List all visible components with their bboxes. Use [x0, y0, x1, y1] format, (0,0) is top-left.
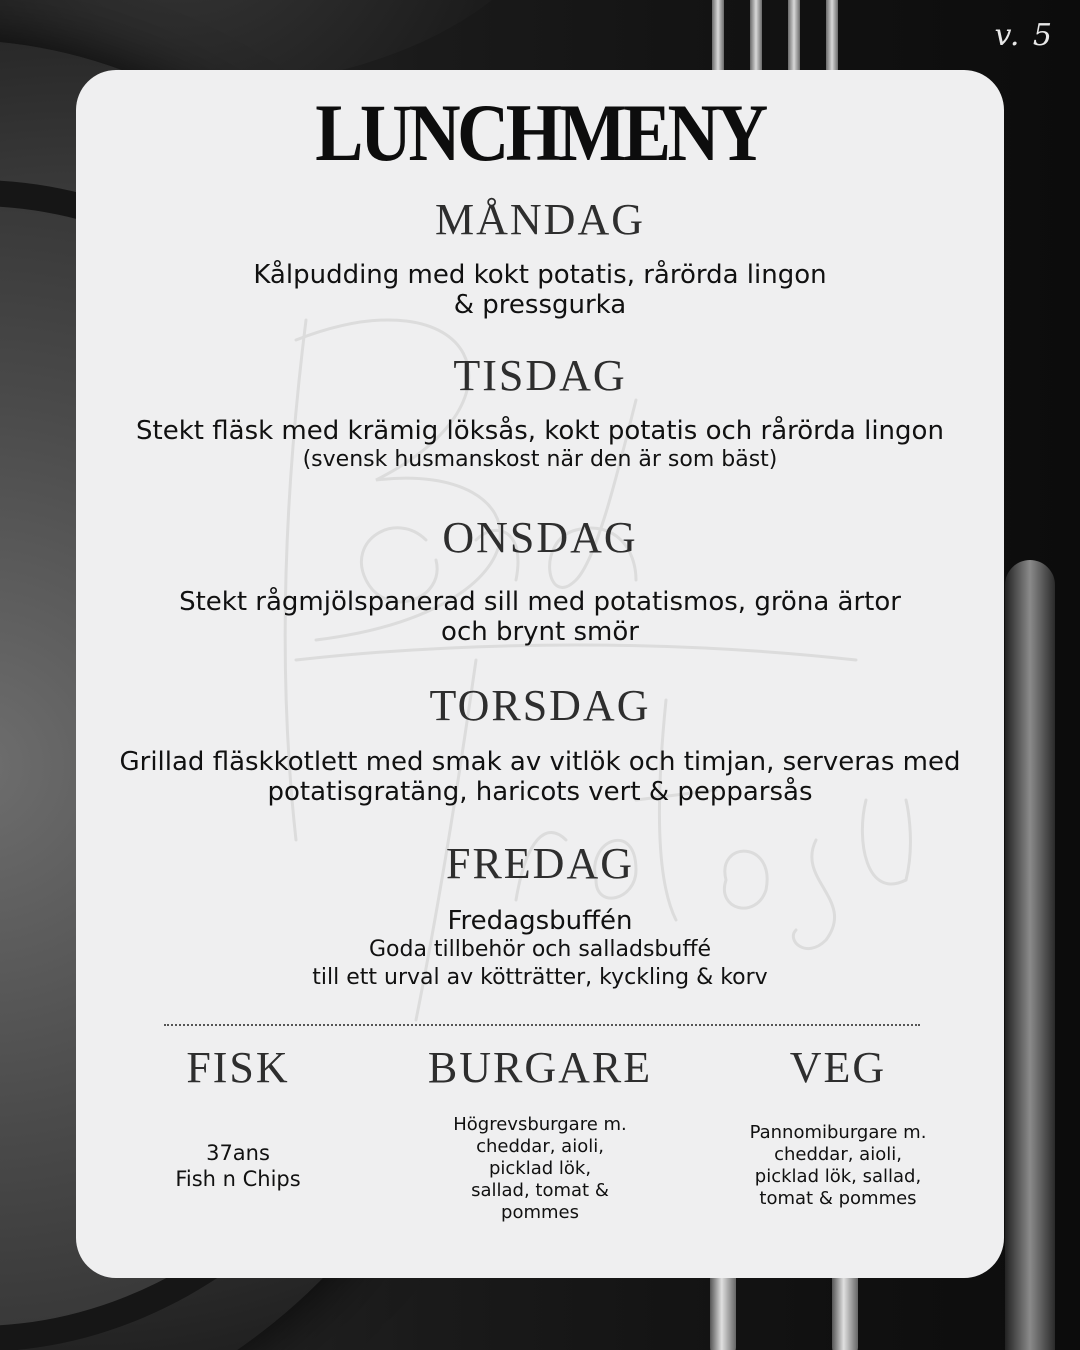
extra-line: Pannomiburgare m. — [749, 1122, 927, 1143]
page-title: LUNCHMENY — [315, 87, 765, 178]
extra-veg — [688, 1038, 988, 1210]
extra-line: 37ans — [206, 1141, 270, 1165]
day-heading-tisdag: TISDAG — [453, 351, 627, 400]
extra-burgare — [390, 1038, 690, 1224]
dish-note: Goda tillbehör och salladsbuffé — [368, 937, 712, 962]
dish-onsdag — [76, 587, 1004, 647]
knife-shape — [1005, 560, 1055, 1350]
dish-line: Stekt rågmjölspanerad sill med potatismos, gröna ärtor — [179, 587, 901, 617]
extra-fisk — [88, 1038, 388, 1192]
dish-mandag — [76, 260, 1004, 320]
dish-line: och brynt smör — [441, 617, 639, 647]
extra-line: tomat & pommes — [759, 1188, 917, 1209]
dish-line: Stekt fläsk med krämig löksås, kokt potatis och rårörda lingon — [136, 416, 944, 446]
extra-line: Fish n Chips — [175, 1167, 301, 1191]
extra-heading: VEG — [789, 1043, 887, 1092]
dish-fredag — [76, 906, 1004, 992]
extra-line: Högrevsburgare m. — [453, 1114, 627, 1135]
day-heading-mandag: MÅNDAG — [435, 195, 645, 244]
extra-line: cheddar, aioli, — [476, 1136, 604, 1157]
extra-line: picklad lök, sallad, — [754, 1166, 922, 1187]
dish-line: Fredagsbuffén — [447, 906, 633, 936]
extra-line: pommes — [501, 1202, 579, 1223]
day-heading-fredag: FREDAG — [445, 839, 635, 888]
menu-card — [76, 70, 1004, 1278]
dish-tisdag — [76, 416, 1004, 474]
extra-line: picklad lök, — [488, 1158, 592, 1179]
dish-torsdag — [76, 747, 1004, 807]
dish-line: Kålpudding med kokt potatis, rårörda lingon — [253, 260, 827, 290]
extra-heading: FISK — [186, 1043, 290, 1092]
extra-heading: BURGARE — [427, 1043, 653, 1092]
dish-line: Grillad fläskkotlett med smak av vitlök och timjan, serveras med — [119, 747, 961, 777]
day-heading-torsdag: TORSDAG — [429, 681, 651, 730]
version-label: v. 5 — [994, 18, 1054, 53]
dotted-divider — [164, 1024, 920, 1026]
day-heading-onsdag: ONSDAG — [442, 513, 638, 562]
extra-line: sallad, tomat & — [471, 1180, 609, 1201]
dish-note: (svensk husmanskost när den är som bäst) — [302, 447, 778, 472]
extra-line: cheddar, aioli, — [774, 1144, 902, 1165]
dish-line: potatisgratäng, haricots vert & pepparsås — [267, 777, 813, 807]
dish-note: till ett urval av kötträtter, kyckling & korv — [312, 965, 768, 990]
dish-line: & pressgurka — [453, 290, 627, 320]
